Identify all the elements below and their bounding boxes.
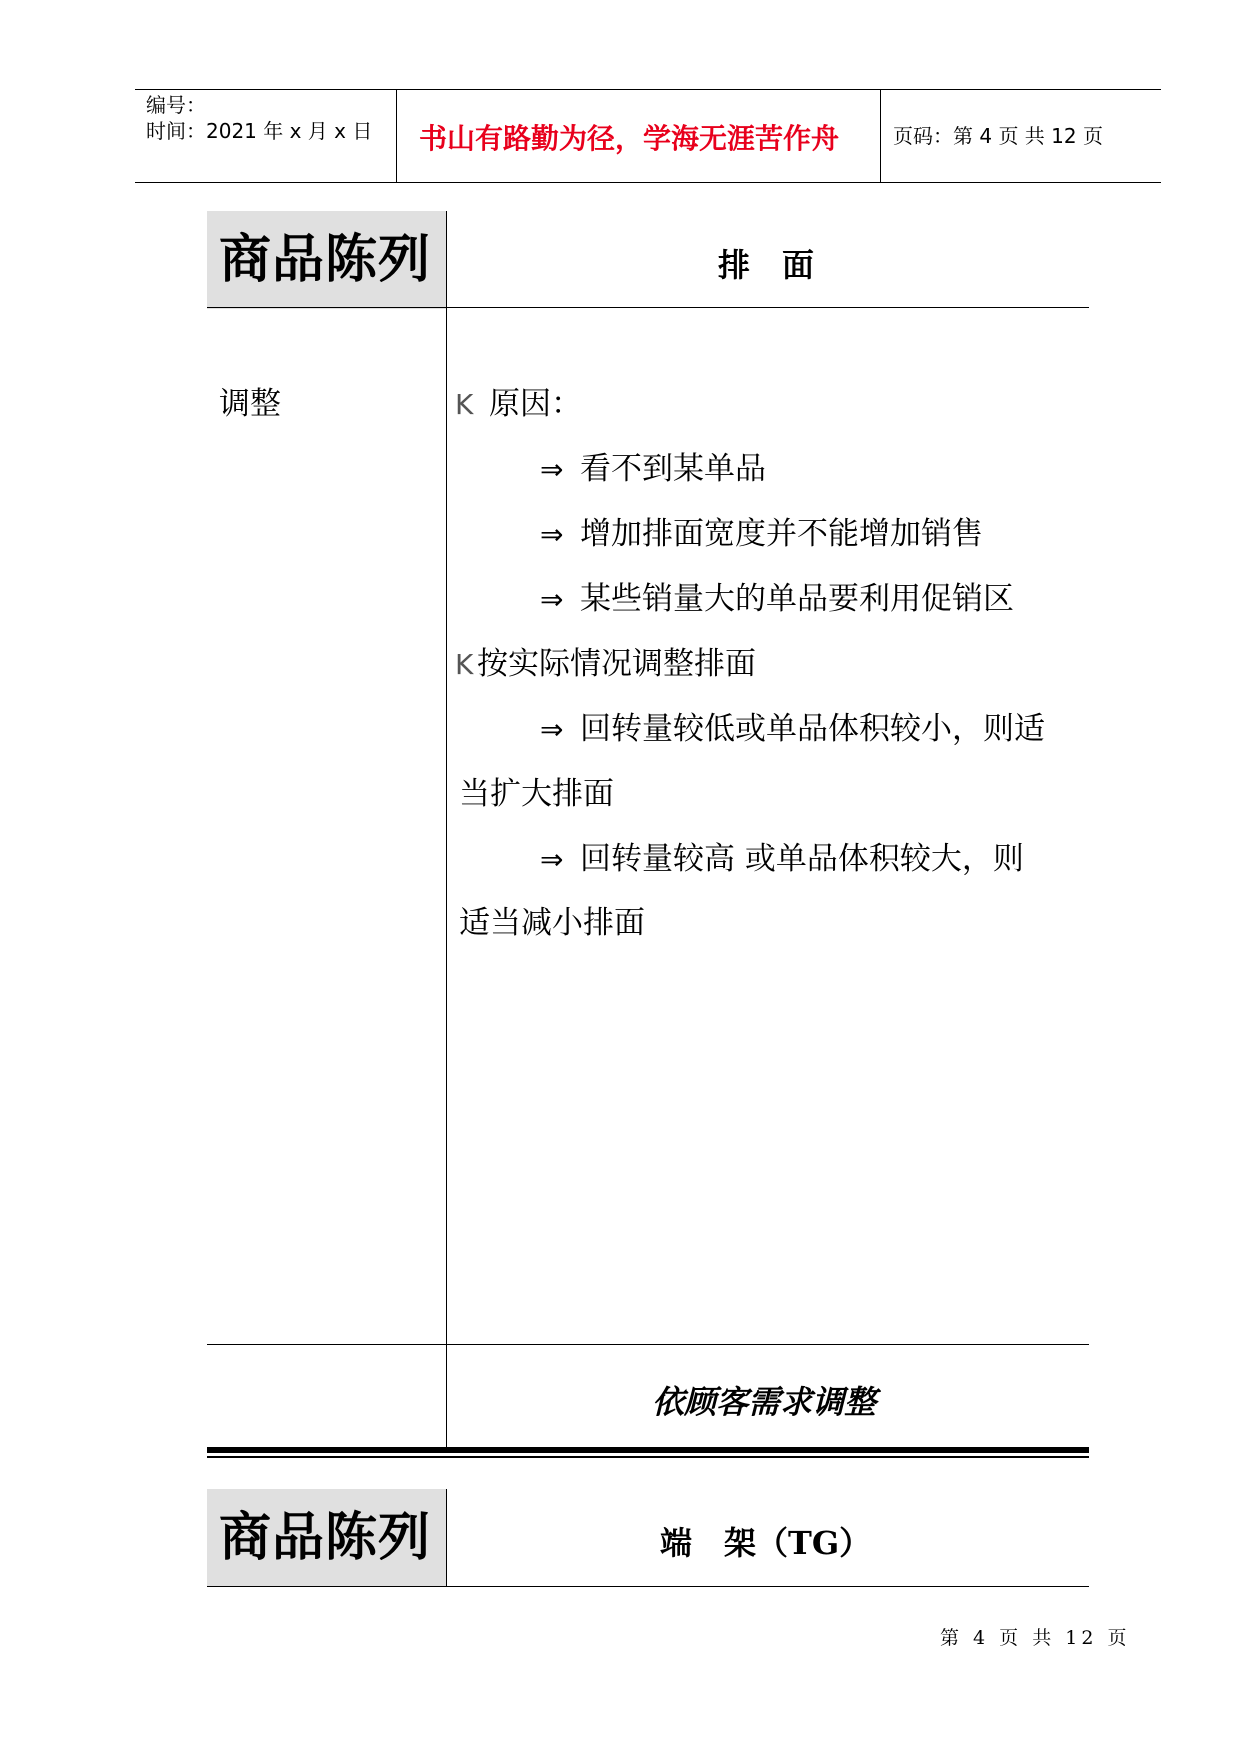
section2-title-divider (446, 1489, 447, 1587)
header-motto: 书山有路勤为径，学海无涯苦作舟 (419, 122, 840, 155)
section2-title-rule (207, 1586, 1089, 1587)
section1-left-label: 调整 (219, 386, 281, 422)
arrow-icon: ⇒ (540, 583, 564, 616)
page-footer: 第 4 页 共 12 页 (940, 1627, 1131, 1649)
adjust-item-2: ⇒ 回转量较高 或单品体积较大，则 (540, 839, 1024, 880)
header-code-label: 编号： (146, 93, 206, 117)
header-top-rule (135, 89, 1161, 90)
section-separator-thin (207, 1456, 1089, 1458)
section2-subtitle: 端 架（TG） (660, 1524, 872, 1562)
reason-item-1: ⇒ 看不到某单品 (540, 449, 766, 490)
arrow-icon: ⇒ (540, 518, 564, 551)
header-divider-left (396, 89, 397, 182)
section1-subtitle: 排 面 (718, 246, 815, 284)
bullet-k-icon: K (455, 388, 474, 421)
section-separator-thick (207, 1447, 1089, 1453)
arrow-icon: ⇒ (540, 453, 564, 486)
header-bottom-rule (135, 182, 1161, 183)
adjust-item-1-cont: 当扩大排面 (459, 776, 614, 812)
header-divider-right (880, 89, 881, 182)
reason-line (455, 384, 582, 425)
arrow-icon: ⇒ (540, 843, 564, 876)
adjust-item-1: ⇒ 回转量较低或单品体积较小，则适 (540, 709, 1045, 750)
reason-label: 原因： (489, 386, 582, 422)
section1-footer-rule (207, 1344, 1089, 1345)
bullet-k-icon: K (455, 648, 474, 681)
arrow-icon: ⇒ (540, 713, 564, 746)
reason-item-2: ⇒ 增加排面宽度并不能增加销售 (540, 514, 983, 555)
reason-item-3: ⇒ 某些销量大的单品要利用促销区 (540, 579, 1014, 620)
section1-title-divider (446, 211, 447, 309)
header-time-label: 时间：2021 年 x 月 x 日 (146, 119, 373, 143)
section1-column-divider (446, 309, 447, 1449)
section1-title: 商品陈列 (207, 211, 447, 309)
section1-title-rule (207, 307, 1089, 308)
section2-title: 商品陈列 (207, 1489, 447, 1587)
adjust-item-2-cont: 适当减小排面 (459, 905, 645, 941)
adjust-label: 按实际情况调整排面 (477, 646, 756, 682)
header-page-label: 页码：第 4 页 共 12 页 (893, 124, 1103, 148)
adjust-line (455, 644, 756, 685)
section1-footer-note: 依顾客需求调整 (652, 1383, 877, 1421)
